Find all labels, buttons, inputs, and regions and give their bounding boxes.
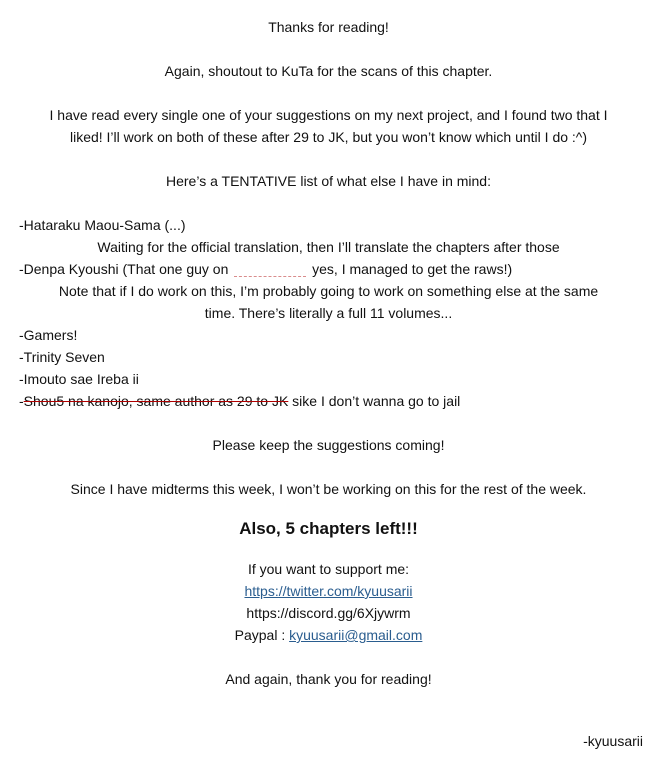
twitter-row [0,580,657,602]
signature: -kyuusarii [583,733,643,749]
paypal-email-link[interactable]: kyuusarii@gmail.com [289,627,423,643]
suggestions-line-2: liked! I’ll work on both of these after 29 to JK, but you won’t know which until I do :^) [69,129,588,145]
list-item-imouto: -Imouto sae Ireba ii [19,371,139,387]
list-item-denpa [0,258,657,280]
shousetsu-joke: sike I don’t wanna go to jail [288,393,461,409]
list-item-trinity-seven: -Trinity Seven [19,349,105,365]
tentative-intro: Here’s a TENTATIVE list of what else I have in mind: [166,173,491,189]
denpa-suffix: yes, I managed to get the raws!) [312,261,513,277]
redacted-source [234,264,306,277]
denpa-prefix: -Denpa Kyoushi (That one guy on [19,261,229,277]
support-intro: If you want to support me: [247,561,410,577]
denpa-note-line-1: Note that if I do work on this, I’m probably going to work on something else at the same [58,283,599,299]
denpa-note-line-2: time. There’s literally a full 11 volumes... [204,305,453,321]
shousetsu-dash: - [19,393,24,409]
list-item-hataraku-note: Waiting for the official translation, then I’ll translate the chapters after those [97,239,560,255]
keep-suggestions-line: Please keep the suggestions coming! [212,437,445,453]
list-item-gamers: -Gamers! [19,327,78,343]
struck-title: Shou5 na kanojo, same author as 29 to JK [23,393,289,409]
paypal-label: Paypal : [234,627,290,643]
discord-line: https://discord.gg/6Xjywrm [246,605,411,621]
twitter-link[interactable]: https://twitter.com/kyuusarii [244,583,413,599]
midterms-line: Since I have midterms this week, I won’t be working on this for the rest of the week. [70,481,587,497]
list-item-hataraku: -Hataraku Maou-Sama (...) [19,217,186,233]
chapters-left-headline: Also, 5 chapters left!!! [239,519,418,538]
list-item-shousetsu [0,390,657,412]
shoutout-line: Again, shoutout to KuTa for the scans of this chapter. [164,63,493,79]
paypal-row [0,624,657,646]
closing-line: And again, thank you for reading! [225,671,432,687]
thanks-line: Thanks for reading! [268,19,389,35]
suggestions-line-1: I have read every single one of your suggestions on my next project, and I found two that I [49,107,608,123]
